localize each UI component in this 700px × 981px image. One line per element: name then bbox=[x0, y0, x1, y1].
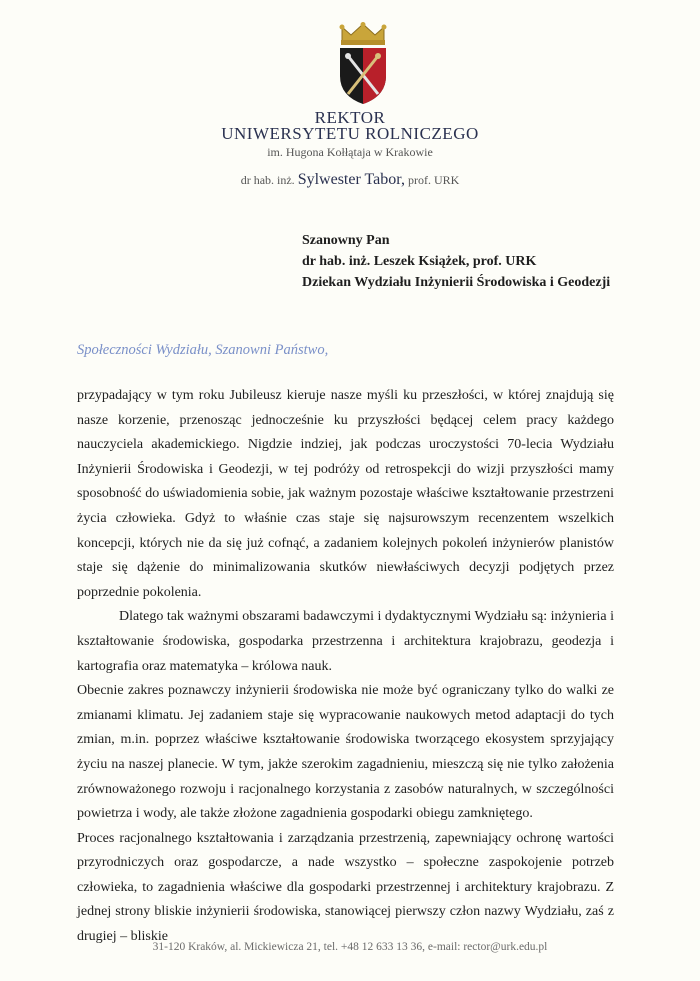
salutation: Społeczności Wydziału, Szanowni Państwo, bbox=[77, 342, 329, 358]
crown-icon bbox=[340, 22, 387, 45]
signatory-suffix: prof. URK bbox=[407, 173, 460, 187]
body-paragraph-1: przypadający w tym roku Jubileusz kieruje nasze myśli ku przeszłości, w której znajdują się nasze korzenie, przenosząc jednocześnie ku przyszłości będącej celem pracy każdego nauczyciela akademickiego. Nigdzie indziej, jak podczas uroczystości 70-lecia Wydziału Inżynierii Środowiska i Geodezji, w tej podróży od retrospekcji do wizji przyszłości mamy sposobność do uświadomienia sobie, jak ważnym pozostaje właściwe kształtowanie przestrzeni życia człowieka. Gdyż to właśnie czas staje się najsurowszym recenzentem wszelkich koncepcji, których nie da się już cofnąć, a zadaniem kolejnych pokoleń inżynierów planistów staje się dążenie do minimalizowania skutków niewłaściwych decyzji podjętych przez poprzednie pokolenia. bbox=[77, 388, 614, 600]
body-paragraph-3: Obecnie zakres poznawczy inżynierii środowiska nie może być ograniczany tylko do walki ze zmianami klimatu. Jej zadaniem staje się wypracowanie naukowych metod adaptacji do tych zmian, m.in. poprzez właściwe kształtowanie środowiska tworzącego ekosystem sprzyjający życiu na naszej planecie. W tym, jakże szerokim zagadnieniu, mieszczą się nie tylko założenia zrównoważonego rozwoju i racjonalnego korzystania z zasobów naturalnych, w szczególności powietrza i wody, ale także złożone zagadnienia gospodarki obiegu zamkniętego. bbox=[77, 683, 614, 822]
recipient-line-1: Szanowny Pan bbox=[302, 233, 390, 248]
signatory-name: Sylwester Tabor, bbox=[297, 171, 405, 188]
university-crest-logo bbox=[337, 22, 389, 106]
header-title-university: UNIWERSYTETU ROLNICZEGO bbox=[221, 124, 479, 143]
recipient-line-3: Dziekan Wydziału Inżynierii Środowiska i Geodezji bbox=[302, 275, 611, 290]
signatory-prefix: dr hab. inż. bbox=[240, 173, 295, 187]
body-paragraph-2: Dlatego tak ważnymi obszarami badawczymi i dydaktycznymi Wydziału są: inżynieria i kształtowanie środowiska, gospodarka przestrzenna i architektura krajobrazu, geodezja i kartografia oraz matematyka – królowa nauk. bbox=[77, 609, 614, 674]
letter-body bbox=[77, 384, 614, 950]
header-title-rektor: REKTOR bbox=[314, 108, 386, 127]
header-patron: im. Hugona Kołłątaja w Krakowie bbox=[267, 145, 433, 159]
signatory-line bbox=[0, 171, 700, 189]
body-paragraph-4: Proces racjonalnego kształtowania i zarządzania przestrzenią, zapewniający ochronę wartości przyrodniczych oraz gospodarcze, a nade wszystko – społeczne zaspokojenie potrzeb człowieka, to zagadnienia właściwe dla gospodarki przestrzennej i architektury krajobrazu. Z jednej strony bliskie inżynierii środowiska, stanowiącej pierwszy człon nazwy Wydziału, zaś z drugiej – bliskie bbox=[77, 830, 614, 945]
shield-icon bbox=[340, 48, 386, 104]
recipient-block bbox=[302, 230, 610, 293]
recipient-line-2: dr hab. inż. Leszek Książek, prof. URK bbox=[302, 254, 537, 269]
footer-address: 31-120 Kraków, al. Mickiewicza 21, tel. +48 12 633 13 36, e-mail: rector@urk.edu.pl bbox=[152, 941, 548, 953]
